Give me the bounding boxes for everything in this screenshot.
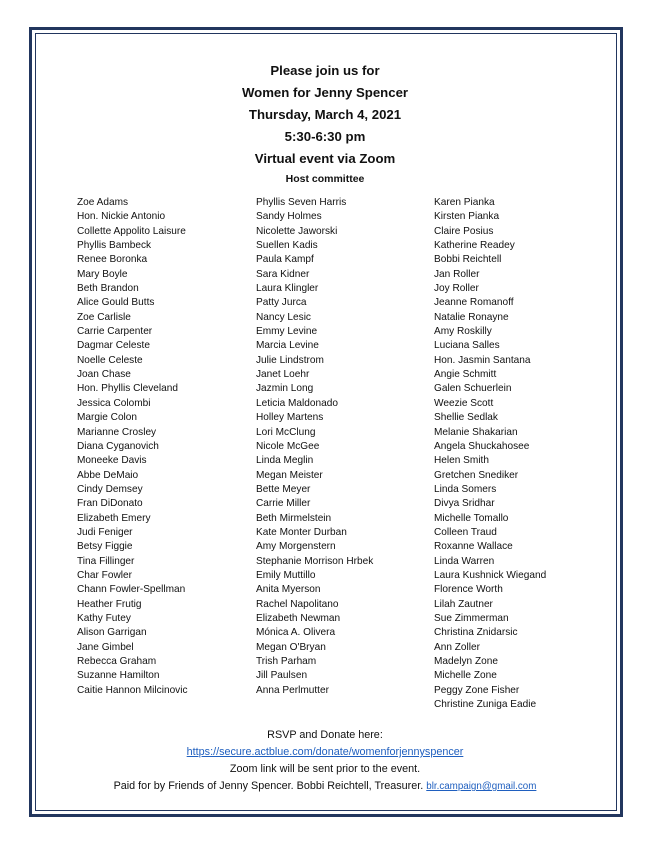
host-name: Judi Feniger: [77, 526, 133, 538]
host-name: Roxanne Wallace: [434, 541, 513, 553]
host-name: Abbe DeMaio: [77, 469, 139, 481]
host-name: Madelyn Zone: [434, 656, 498, 667]
host-name: Joy Roller: [434, 283, 479, 295]
host-name: Natalie Ronayne: [434, 311, 509, 323]
host-name: Linda Meglin: [256, 455, 314, 467]
host-name: Ann Zoller: [434, 641, 481, 653]
host-name: Divya Sridhar: [434, 498, 495, 510]
host-name: Paula Kampf: [256, 254, 314, 266]
host-name: Alison Garrigan: [77, 627, 147, 639]
host-name: Jan Roller: [434, 268, 480, 280]
host-name: Galen Schuerlein: [434, 383, 512, 395]
host-name: Julie Lindstrom: [256, 354, 324, 366]
host-name: Gretchen Snediker: [434, 469, 519, 481]
host-name: Christine Zuniga Eadie: [434, 699, 537, 711]
host-name: Helen Smith: [434, 455, 489, 467]
host-name: Leticia Maldonado: [256, 397, 338, 409]
host-name: Beth Mirmelstein: [256, 512, 332, 524]
rsvp-text: RSVP and Donate here:: [267, 729, 383, 741]
host-name: Trish Parham: [256, 656, 317, 667]
host-name: Marcia Levine: [256, 340, 319, 352]
contact-email-link[interactable]: blr.campaign@gmail.com: [426, 781, 537, 792]
host-name: Betsy Figgie: [77, 541, 133, 553]
donate-link[interactable]: https://secure.actblue.com/donate/womenforjennyspencer: [186, 746, 464, 758]
host-name: Weezie Scott: [434, 397, 494, 409]
host-name: Lori McClung: [256, 426, 316, 438]
paid-for-line: [0, 778, 650, 795]
host-name: Mary Boyle: [77, 268, 128, 280]
host-name: Anita Myerson: [256, 584, 321, 596]
host-name: Jane Gimbel: [77, 641, 134, 653]
host-name: Bette Meyer: [256, 483, 311, 495]
host-name: Shellie Sedlak: [434, 412, 498, 424]
event-time: 5:30-6:30 pm: [284, 129, 366, 144]
host-name: Kirsten Pianka: [434, 211, 500, 223]
host-name: Suzanne Hamilton: [77, 670, 160, 682]
host-name: Elizabeth Emery: [77, 512, 151, 524]
host-name: Fran DiDonato: [77, 498, 143, 510]
host-name: Katherine Readey: [434, 240, 515, 252]
host-name: Jeanne Romanoff: [434, 297, 514, 309]
host-name: Hon. Jasmin Santana: [434, 354, 531, 366]
host-name: Kathy Futey: [77, 612, 131, 624]
host-name: Linda Warren: [434, 555, 495, 567]
host-name: Sue Zimmerman: [434, 612, 509, 624]
host-name: Linda Somers: [434, 483, 497, 495]
host-name: Kate Monter Durban: [256, 526, 347, 538]
invitation-footer: [0, 727, 650, 795]
host-name: Jill Paulsen: [256, 670, 308, 682]
host-name: Margie Colon: [77, 412, 138, 424]
host-name: Patty Jurca: [256, 297, 307, 309]
host-name: Collette Appolito Laisure: [77, 225, 186, 237]
host-name: Peggy Zone Fisher: [434, 684, 520, 696]
host-name: Hon. Nickie Antonio: [77, 211, 166, 223]
host-name: Carrie Carpenter: [77, 326, 153, 338]
event-location: Virtual event via Zoom: [254, 151, 396, 166]
host-name: Tina Fillinger: [77, 555, 135, 567]
host-name: Sara Kidner: [256, 268, 310, 280]
host-name: Lilah Zautner: [434, 598, 493, 610]
host-name: Angela Shuckahosee: [434, 440, 530, 452]
host-name: Chann Fowler-Spellman: [77, 584, 186, 596]
host-name: Carrie Miller: [256, 498, 311, 510]
host-name: Karen Pianka: [434, 197, 495, 208]
host-name: Bobbi Reichtell: [434, 254, 502, 266]
host-name: Caitie Hannon Milcinovic: [77, 684, 188, 696]
host-name: Mónica A. Olivera: [256, 627, 336, 639]
invitation-header: [0, 60, 650, 187]
host-committee-heading: Host committee: [285, 173, 365, 185]
host-name: Nicolette Jaworski: [256, 225, 338, 237]
host-name: Claire Posius: [434, 225, 494, 237]
host-name: Megan Meister: [256, 469, 323, 481]
host-name: Alice Gould Butts: [77, 297, 155, 309]
host-name: Luciana Salles: [434, 340, 500, 352]
host-name: Nancy Lesic: [256, 311, 311, 323]
host-name: Hon. Phyllis Cleveland: [77, 383, 178, 395]
host-name: Zoe Carlisle: [77, 311, 131, 323]
host-name: Amy Morgenstern: [256, 541, 336, 553]
host-name: Holley Martens: [256, 412, 324, 424]
host-name: Anna Perlmutter: [256, 684, 329, 696]
host-name: Dagmar Celeste: [77, 340, 150, 352]
host-name: Laura Klingler: [256, 283, 319, 295]
host-name: Noelle Celeste: [77, 354, 143, 366]
host-list-column-2: [256, 196, 373, 698]
host-name: Cindy Demsey: [77, 483, 143, 495]
host-name: Sandy Holmes: [256, 211, 322, 223]
host-name: Char Fowler: [77, 569, 132, 581]
event-title: Women for Jenny Spencer: [241, 85, 409, 100]
host-name: Rachel Napolitano: [256, 598, 339, 610]
host-name: Suellen Kadis: [256, 240, 318, 252]
host-name: Laura Kushnick Wiegand: [434, 569, 547, 581]
paid-for-text: Paid for by Friends of Jenny Spencer. Bobbi Reichtell, Treasurer.: [113, 780, 424, 792]
host-name: Nicole McGee: [256, 440, 320, 452]
host-name: Emily Muttillo: [256, 569, 316, 581]
host-name: Diana Cyganovich: [77, 440, 159, 452]
host-name: Phyllis Bambeck: [77, 240, 152, 252]
host-name: Amy Roskilly: [434, 326, 492, 338]
zoom-note: Zoom link will be sent prior to the event.: [229, 763, 421, 775]
host-name: Melanie Shakarian: [434, 426, 518, 438]
host-name: Florence Worth: [434, 584, 503, 596]
host-name: Stephanie Morrison Hrbek: [256, 555, 374, 567]
host-name: Michelle Zone: [434, 670, 497, 682]
invitation-intro: Please join us for: [270, 63, 380, 78]
host-name: Janet Loehr: [256, 369, 310, 381]
host-name: Christina Znidarsic: [434, 627, 518, 639]
host-name: Marianne Crosley: [77, 426, 157, 438]
host-name: Jazmin Long: [256, 383, 314, 395]
host-name: Joan Chase: [77, 369, 131, 381]
host-name: Angie Schmitt: [434, 369, 497, 381]
host-name: Moneeke Davis: [77, 455, 147, 467]
host-name: Michelle Tomallo: [434, 512, 509, 524]
host-name: Beth Brandon: [77, 283, 139, 295]
host-list-column-1: [77, 196, 188, 698]
host-name: Renee Boronka: [77, 254, 148, 266]
host-name: Colleen Traud: [434, 526, 497, 538]
host-name: Megan O'Bryan: [256, 641, 326, 653]
event-date: Thursday, March 4, 2021: [248, 107, 402, 122]
host-name: Heather Frutig: [77, 598, 142, 610]
host-name: Jessica Colombi: [77, 397, 151, 409]
host-name: Phyllis Seven Harris: [256, 197, 347, 208]
host-name: Emmy Levine: [256, 326, 318, 338]
host-name: Zoe Adams: [77, 197, 129, 208]
host-name: Elizabeth Newman: [256, 612, 341, 624]
host-list-column-3: [434, 196, 546, 712]
host-name: Rebecca Graham: [77, 656, 157, 667]
